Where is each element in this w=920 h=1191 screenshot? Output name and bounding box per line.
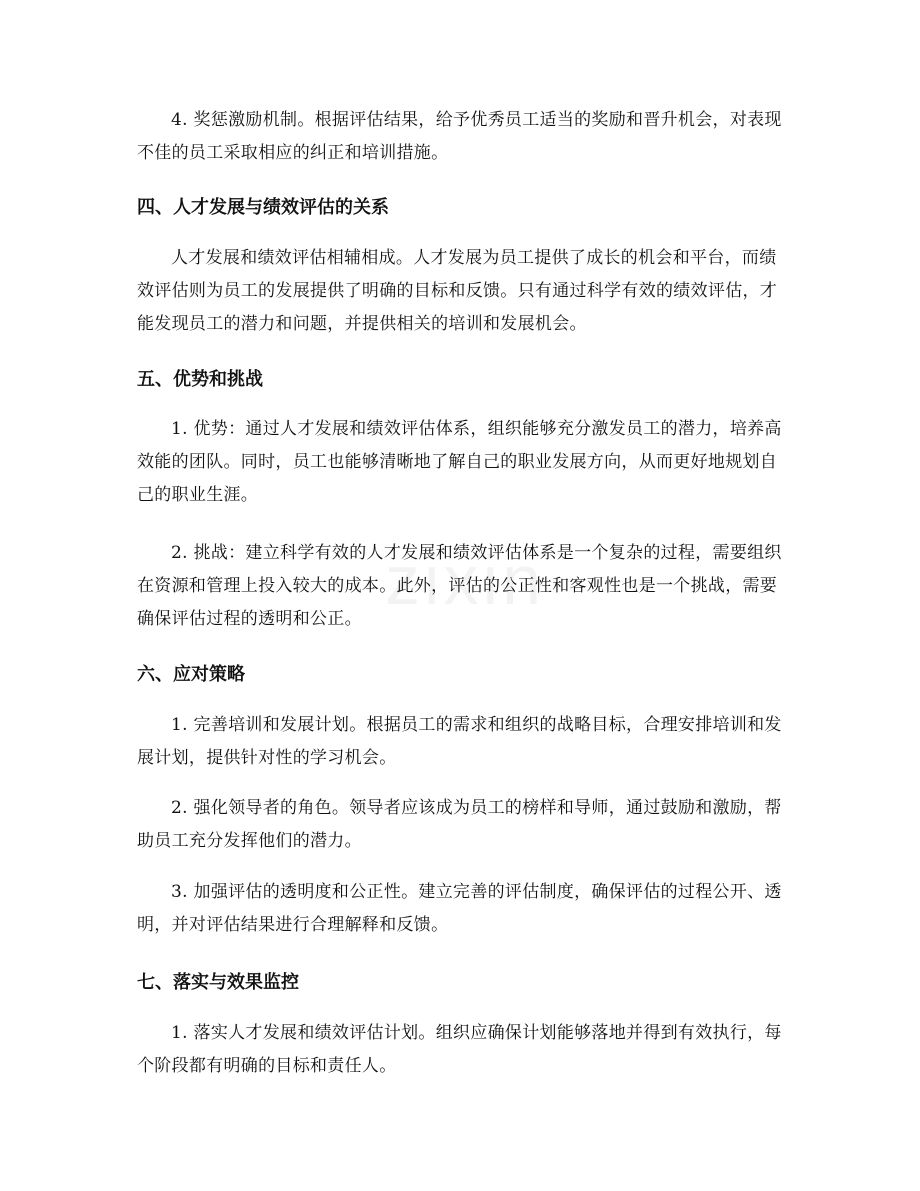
section-heading-6	[137, 661, 787, 689]
paragraph-text: 人才发展和绩效评估相辅相成。人才发展为员工提供了成长的机会和平台，而绩效评估则为员工的发展提供了明确的目标和反馈。只有通过科学有效的绩效评估，才能发现员工的潜力和问题，并提供相关的培训和发展机会。	[137, 248, 778, 334]
paragraph-text: 4. 奖惩激励机制。根据评估结果，给予优秀员工适当的奖励和晋升机会，对表现不佳的员工采取相应的纠正和培训措施。	[137, 110, 782, 163]
paragraph-strategy-3	[137, 876, 787, 942]
heading-text: 五、优势和挑战	[137, 369, 263, 390]
heading-text: 七、落实与效果监控	[137, 972, 299, 993]
section-heading-4	[137, 194, 787, 222]
section-heading-5	[137, 366, 787, 394]
paragraph-strategy-1	[137, 709, 787, 775]
paragraph-relation	[137, 242, 787, 341]
heading-text: 六、应对策略	[137, 664, 245, 685]
paragraph-implement-1	[137, 1017, 787, 1083]
heading-text: 四、人才发展与绩效评估的关系	[137, 197, 389, 218]
paragraph-text: 1. 落实人才发展和绩效评估计划。组织应确保计划能够落地并得到有效执行，每个阶段都有明确的目标和责任人。	[137, 1023, 782, 1076]
paragraph-text: 1. 优势：通过人才发展和绩效评估体系，组织能够充分激发员工的潜力，培养高效能的团队。同时，员工也能够清晰地了解自己的职业发展方向，从而更好地规划自己的职业生涯。	[137, 419, 782, 505]
paragraph-text: 2. 强化领导者的角色。领导者应该成为员工的榜样和导师，通过鼓励和激励，帮助员工充分发挥他们的潜力。	[137, 798, 782, 851]
paragraph-text: 1. 完善培训和发展计划。根据员工的需求和组织的战略目标，合理安排培训和发展计划，提供针对性的学习机会。	[137, 715, 782, 768]
paragraph-reward-mechanism	[137, 104, 787, 170]
paragraph-text: 2. 挑战：建立科学有效的人才发展和绩效评估体系是一个复杂的过程，需要组织在资源和管理上投入较大的成本。此外，评估的公正性和客观性也是一个挑战，需要确保评估过程的透明和公正。	[137, 543, 782, 629]
section-heading-7	[137, 969, 787, 997]
paragraph-advantage	[137, 413, 787, 512]
paragraph-text: 3. 加强评估的透明度和公正性。建立完善的评估制度，确保评估的过程公开、透明，并对评估结果进行合理解释和反馈。	[137, 882, 782, 935]
paragraph-strategy-2	[137, 792, 787, 858]
paragraph-challenge	[137, 537, 787, 636]
